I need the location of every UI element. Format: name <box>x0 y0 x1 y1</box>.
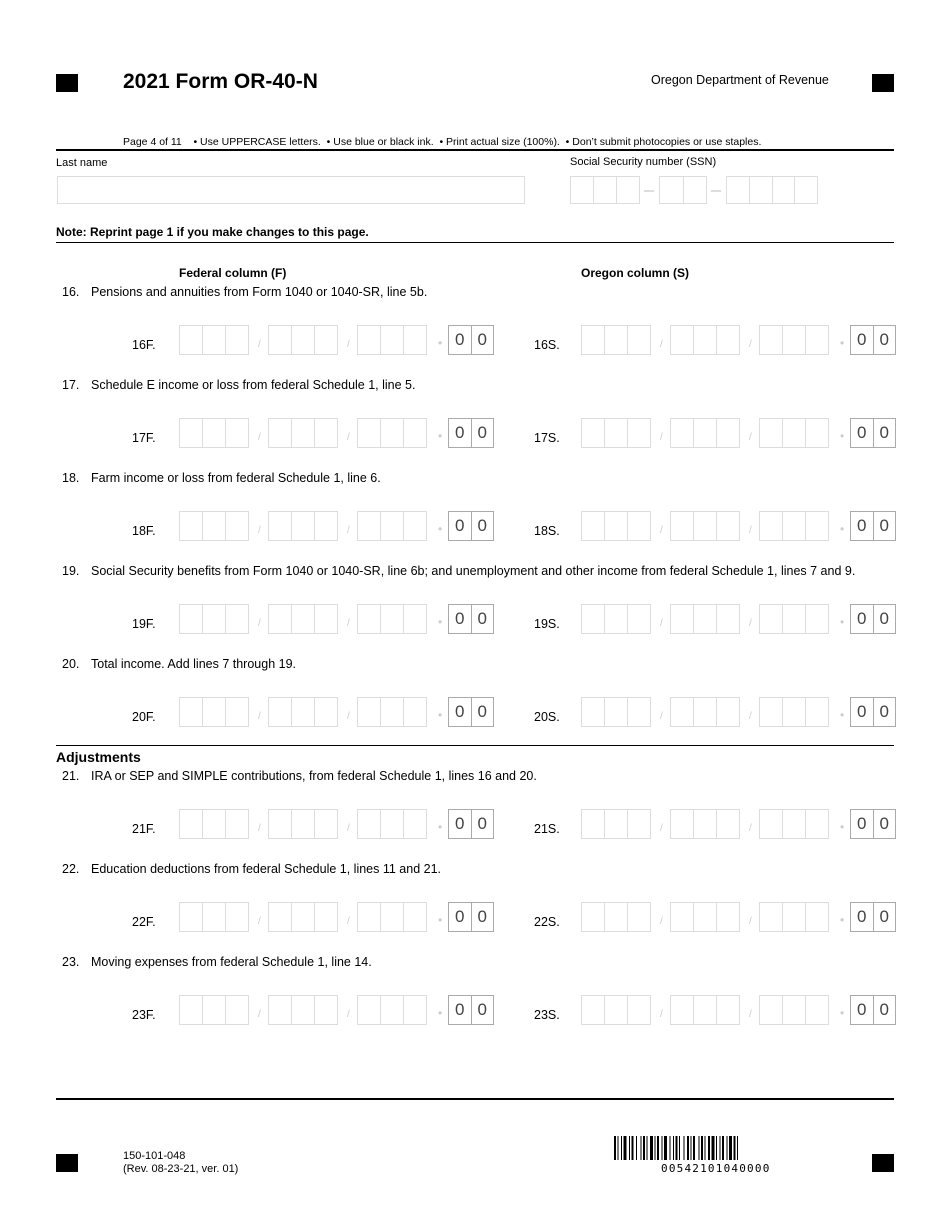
federal-amount-field[interactable] <box>132 697 497 727</box>
cents-digit: 0 <box>449 903 472 931</box>
thousands-separator: / <box>749 339 752 350</box>
ssn-group-2[interactable] <box>659 176 707 204</box>
digit-group[interactable] <box>581 902 651 932</box>
digit-group[interactable] <box>357 604 427 634</box>
cents-digit: 0 <box>851 605 874 633</box>
line-code: 17F. <box>132 431 156 445</box>
barcode-bar <box>641 1136 642 1160</box>
line-code: 23S. <box>534 1008 560 1022</box>
decimal-point: • <box>840 1006 845 1020</box>
federal-amount-field[interactable] <box>132 809 497 839</box>
last-name-input[interactable] <box>57 176 525 204</box>
cents-digit: 0 <box>879 609 889 628</box>
ssn-group-1[interactable] <box>570 176 640 204</box>
oregon-amount-field[interactable] <box>534 995 899 1025</box>
registration-mark-bottom-right <box>872 1154 894 1172</box>
adjustments-heading: Adjustments <box>56 749 141 765</box>
decimal-point: • <box>840 820 845 834</box>
line-code: 17S. <box>534 431 560 445</box>
line-code: 22F. <box>132 915 156 929</box>
line-number: 17. <box>62 378 80 392</box>
line-description: Total income. Add lines 7 through 19. <box>91 657 296 671</box>
line-code: 20F. <box>132 710 156 724</box>
barcode-bar <box>687 1136 689 1160</box>
digit-group[interactable] <box>179 902 249 932</box>
oregon-amount-field[interactable] <box>534 809 899 839</box>
thousands-separator: / <box>749 916 752 927</box>
cents-digit: 0 <box>477 1000 487 1019</box>
digit-group[interactable] <box>268 511 338 541</box>
thousands-separator: / <box>660 823 663 834</box>
decimal-point: • <box>438 615 443 629</box>
oregon-amount-field[interactable] <box>534 325 899 355</box>
barcode-bar <box>673 1136 674 1160</box>
barcode-bar <box>655 1136 656 1160</box>
cents-digit: 0 <box>851 903 874 931</box>
cents-digit: 0 <box>449 326 472 354</box>
line-code: 16S. <box>534 338 560 352</box>
cents-box[interactable] <box>850 418 896 448</box>
decimal-point: • <box>840 522 845 536</box>
digit-group[interactable] <box>759 809 829 839</box>
digit-group[interactable] <box>268 604 338 634</box>
cents-box[interactable] <box>448 902 494 932</box>
cents-digit: 0 <box>449 419 472 447</box>
barcode-bar <box>722 1136 724 1160</box>
barcode-bar <box>684 1136 685 1160</box>
barcode-bar <box>712 1136 715 1160</box>
cents-digit: 0 <box>449 605 472 633</box>
line-code: 19F. <box>132 617 156 631</box>
line-description: Farm income or loss from federal Schedule 1, line 6. <box>91 471 381 485</box>
line-code: 21F. <box>132 822 156 836</box>
oregon-amount-field[interactable] <box>534 418 899 448</box>
barcode-bar <box>643 1136 645 1160</box>
thousands-separator: / <box>660 711 663 722</box>
thousands-separator: / <box>660 339 663 350</box>
digit-group[interactable] <box>357 418 427 448</box>
form-number-block <box>123 1150 238 1176</box>
federal-amount-field[interactable] <box>132 325 497 355</box>
thousands-separator: / <box>749 618 752 629</box>
cents-digit: 0 <box>879 702 889 721</box>
thousands-separator: / <box>660 432 663 443</box>
barcode-bar <box>699 1136 700 1160</box>
cents-box[interactable] <box>850 697 896 727</box>
cents-digit: 0 <box>477 330 487 349</box>
line-code: 21S. <box>534 822 560 836</box>
cents-digit: 0 <box>879 516 889 535</box>
decimal-point: • <box>438 1006 443 1020</box>
cents-box[interactable] <box>850 604 896 634</box>
cents-box[interactable] <box>850 995 896 1025</box>
department-name: Oregon Department of Revenue <box>651 73 829 87</box>
cents-digit: 0 <box>449 512 472 540</box>
line-code: 18S. <box>534 524 560 538</box>
line-number: 19. <box>62 564 80 578</box>
form-title: 2021 Form OR-40-N <box>123 70 318 93</box>
form-number: 150-101-048 <box>123 1150 186 1162</box>
cents-digit: 0 <box>879 814 889 833</box>
cents-digit: 0 <box>477 516 487 535</box>
cents-digit: 0 <box>477 423 487 442</box>
thousands-separator: / <box>660 916 663 927</box>
digit-group[interactable] <box>670 902 740 932</box>
cents-digit: 0 <box>449 698 472 726</box>
line-code: 19S. <box>534 617 560 631</box>
line-number: 23. <box>62 955 80 969</box>
digit-group[interactable] <box>268 418 338 448</box>
line-code: 22S. <box>534 915 560 929</box>
thousands-separator: / <box>347 1009 350 1020</box>
barcode-bar <box>621 1136 622 1160</box>
federal-amount-field[interactable] <box>132 418 497 448</box>
barcode-bar <box>614 1136 616 1160</box>
instructions-line: Page 4 of 11 • Use UPPERCASE letters. • Use blue or black ink. • Print actual size (100%). • Don’t submit photocopies or use staples. <box>123 136 762 148</box>
cents-box[interactable] <box>448 809 494 839</box>
oregon-amount-field[interactable] <box>534 511 899 541</box>
digit-group[interactable] <box>179 511 249 541</box>
cents-digit: 0 <box>851 698 874 726</box>
line-description: Pensions and annuities from Form 1040 or 1040-SR, line 5b. <box>91 285 428 299</box>
cents-digit: 0 <box>477 907 487 926</box>
federal-amount-field[interactable] <box>132 511 497 541</box>
cents-digit: 0 <box>477 609 487 628</box>
federal-amount-field[interactable] <box>132 995 497 1025</box>
barcode-bar <box>664 1136 667 1160</box>
cents-box[interactable] <box>448 697 494 727</box>
digit-group[interactable] <box>179 325 249 355</box>
thousands-separator: / <box>258 711 261 722</box>
oregon-column-heading: Oregon column (S) <box>581 266 689 280</box>
cents-digit: 0 <box>477 702 487 721</box>
ssn-dash <box>644 190 654 192</box>
line-description: Social Security benefits from Form 1040 or 1040-SR, line 6b; and unemployment and other income from federal Schedule 1, lines 7 and 9. <box>91 564 856 578</box>
thousands-separator: / <box>258 432 261 443</box>
digit-group[interactable] <box>357 809 427 839</box>
decimal-point: • <box>840 913 845 927</box>
digit-group[interactable] <box>759 604 829 634</box>
barcode-bar <box>676 1136 678 1160</box>
header-rule <box>56 149 894 151</box>
barcode-bar <box>618 1136 619 1160</box>
digit-group[interactable] <box>179 418 249 448</box>
barcode-bar <box>734 1136 736 1160</box>
thousands-separator: / <box>347 339 350 350</box>
barcode-bar <box>729 1136 732 1160</box>
line-code: 16F. <box>132 338 156 352</box>
decimal-point: • <box>438 913 443 927</box>
ssn-dash <box>711 190 721 192</box>
barcode-bar <box>720 1136 721 1160</box>
thousands-separator: / <box>749 1009 752 1020</box>
digit-group[interactable] <box>268 809 338 839</box>
digit-group[interactable] <box>759 697 829 727</box>
oregon-amount-field[interactable] <box>534 697 899 727</box>
federal-amount-field[interactable] <box>132 604 497 634</box>
line-code: 23F. <box>132 1008 156 1022</box>
barcode-bar <box>657 1136 659 1160</box>
digit-group[interactable] <box>759 902 829 932</box>
thousands-separator: / <box>660 618 663 629</box>
thousands-separator: / <box>347 432 350 443</box>
cents-digit: 0 <box>879 423 889 442</box>
cents-digit: 0 <box>851 326 874 354</box>
ssn-group-3[interactable] <box>726 176 818 204</box>
digit-group[interactable] <box>759 418 829 448</box>
barcode-bar <box>737 1136 738 1160</box>
last-name-label: Last name <box>56 157 108 169</box>
thousands-separator: / <box>347 916 350 927</box>
digit-group[interactable] <box>179 604 249 634</box>
barcode-bar <box>708 1136 710 1160</box>
digit-group[interactable] <box>268 325 338 355</box>
footer-rule <box>56 1098 894 1100</box>
cents-digit: 0 <box>851 512 874 540</box>
digit-group[interactable] <box>268 995 338 1025</box>
cents-box[interactable] <box>448 418 494 448</box>
barcode-bar <box>632 1136 634 1160</box>
cents-box[interactable] <box>850 902 896 932</box>
cents-digit: 0 <box>851 996 874 1024</box>
cents-digit: 0 <box>851 810 874 838</box>
digit-group[interactable] <box>581 697 651 727</box>
line-number: 16. <box>62 285 80 299</box>
barcode-bar <box>693 1136 695 1160</box>
digit-group[interactable] <box>581 325 651 355</box>
form-revision: (Rev. 08-23-21, ver. 01) <box>123 1163 239 1175</box>
digit-group[interactable] <box>759 511 829 541</box>
barcode-bar <box>716 1136 717 1160</box>
cents-box[interactable] <box>850 325 896 355</box>
cents-box[interactable] <box>448 325 494 355</box>
thousands-separator: / <box>749 525 752 536</box>
thousands-separator: / <box>258 1009 261 1020</box>
cents-digit: 0 <box>477 814 487 833</box>
decimal-point: • <box>840 429 845 443</box>
digit-group[interactable] <box>670 325 740 355</box>
barcode-bar <box>662 1136 663 1160</box>
digit-group[interactable] <box>179 809 249 839</box>
federal-amount-field[interactable] <box>132 902 497 932</box>
thousands-separator: / <box>258 618 261 629</box>
cents-digit: 0 <box>449 996 472 1024</box>
decimal-point: • <box>840 336 845 350</box>
decimal-point: • <box>840 615 845 629</box>
thousands-separator: / <box>258 525 261 536</box>
cents-box[interactable] <box>850 511 896 541</box>
decimal-point: • <box>438 708 443 722</box>
cents-digit: 0 <box>879 907 889 926</box>
adjustments-rule <box>56 745 894 746</box>
digit-group[interactable] <box>357 325 427 355</box>
digit-group[interactable] <box>670 511 740 541</box>
federal-column-heading: Federal column (F) <box>179 266 287 280</box>
line-description: Moving expenses from federal Schedule 1, line 14. <box>91 955 372 969</box>
barcode-bar <box>670 1136 671 1160</box>
thousands-separator: / <box>347 823 350 834</box>
digit-group[interactable] <box>670 604 740 634</box>
digit-group[interactable] <box>759 995 829 1025</box>
thousands-separator: / <box>749 432 752 443</box>
digit-group[interactable] <box>581 809 651 839</box>
digit-group[interactable] <box>581 995 651 1025</box>
thousands-separator: / <box>749 823 752 834</box>
cents-digit: 0 <box>851 419 874 447</box>
cents-digit: 0 <box>879 330 889 349</box>
cents-box[interactable] <box>448 511 494 541</box>
barcode-bar <box>691 1136 692 1160</box>
registration-mark-bottom-left <box>56 1154 78 1172</box>
digit-group[interactable] <box>268 697 338 727</box>
reprint-note: Note: Reprint page 1 if you make changes to this page. <box>56 225 369 239</box>
line-description: Education deductions from federal Schedule 1, lines 11 and 21. <box>91 862 441 876</box>
digit-group[interactable] <box>581 604 651 634</box>
line-number: 21. <box>62 769 80 783</box>
thousands-separator: / <box>347 618 350 629</box>
cents-box[interactable] <box>448 995 494 1025</box>
barcode-bar <box>727 1136 728 1160</box>
line-number: 18. <box>62 471 80 485</box>
digit-group[interactable] <box>357 511 427 541</box>
digit-group[interactable] <box>581 418 651 448</box>
line-description: Schedule E income or loss from federal Schedule 1, line 5. <box>91 378 416 392</box>
thousands-separator: / <box>749 711 752 722</box>
digit-group[interactable] <box>268 902 338 932</box>
decimal-point: • <box>438 522 443 536</box>
digit-group[interactable] <box>670 418 740 448</box>
digit-group[interactable] <box>179 697 249 727</box>
digit-group[interactable] <box>670 809 740 839</box>
digit-group[interactable] <box>670 995 740 1025</box>
line-number: 20. <box>62 657 80 671</box>
barcode-bar <box>647 1136 648 1160</box>
digit-group[interactable] <box>179 995 249 1025</box>
decimal-point: • <box>438 336 443 350</box>
cents-box[interactable] <box>850 809 896 839</box>
digit-group[interactable] <box>759 325 829 355</box>
digit-group[interactable] <box>357 902 427 932</box>
line-number: 22. <box>62 862 80 876</box>
oregon-amount-field[interactable] <box>534 604 899 634</box>
digit-group[interactable] <box>670 697 740 727</box>
decimal-point: • <box>840 708 845 722</box>
decimal-point: • <box>438 429 443 443</box>
barcode-bar <box>701 1136 703 1160</box>
note-rule <box>56 242 894 243</box>
thousands-separator: / <box>347 711 350 722</box>
thousands-separator: / <box>660 1009 663 1020</box>
barcode-bar <box>650 1136 653 1160</box>
thousands-separator: / <box>347 525 350 536</box>
cents-box[interactable] <box>448 604 494 634</box>
line-description: IRA or SEP and SIMPLE contributions, from federal Schedule 1, lines 16 and 20. <box>91 769 537 783</box>
barcode <box>614 1136 826 1160</box>
barcode-number: 00542101040000 <box>661 1162 771 1175</box>
thousands-separator: / <box>258 339 261 350</box>
barcode-bar <box>679 1136 680 1160</box>
barcode-bar <box>636 1136 637 1160</box>
barcode-bar <box>629 1136 630 1160</box>
barcode-bar <box>624 1136 627 1160</box>
digit-group[interactable] <box>357 995 427 1025</box>
oregon-amount-field[interactable] <box>534 902 899 932</box>
cents-digit: 0 <box>449 810 472 838</box>
barcode-bar <box>705 1136 706 1160</box>
digit-group[interactable] <box>357 697 427 727</box>
cents-digit: 0 <box>879 1000 889 1019</box>
line-code: 20S. <box>534 710 560 724</box>
decimal-point: • <box>438 820 443 834</box>
line-code: 18F. <box>132 524 156 538</box>
registration-mark-top-right <box>872 74 894 92</box>
thousands-separator: / <box>660 525 663 536</box>
thousands-separator: / <box>258 916 261 927</box>
ssn-label: Social Security number (SSN) <box>570 156 717 168</box>
registration-mark-top-left <box>56 74 78 92</box>
digit-group[interactable] <box>581 511 651 541</box>
thousands-separator: / <box>258 823 261 834</box>
